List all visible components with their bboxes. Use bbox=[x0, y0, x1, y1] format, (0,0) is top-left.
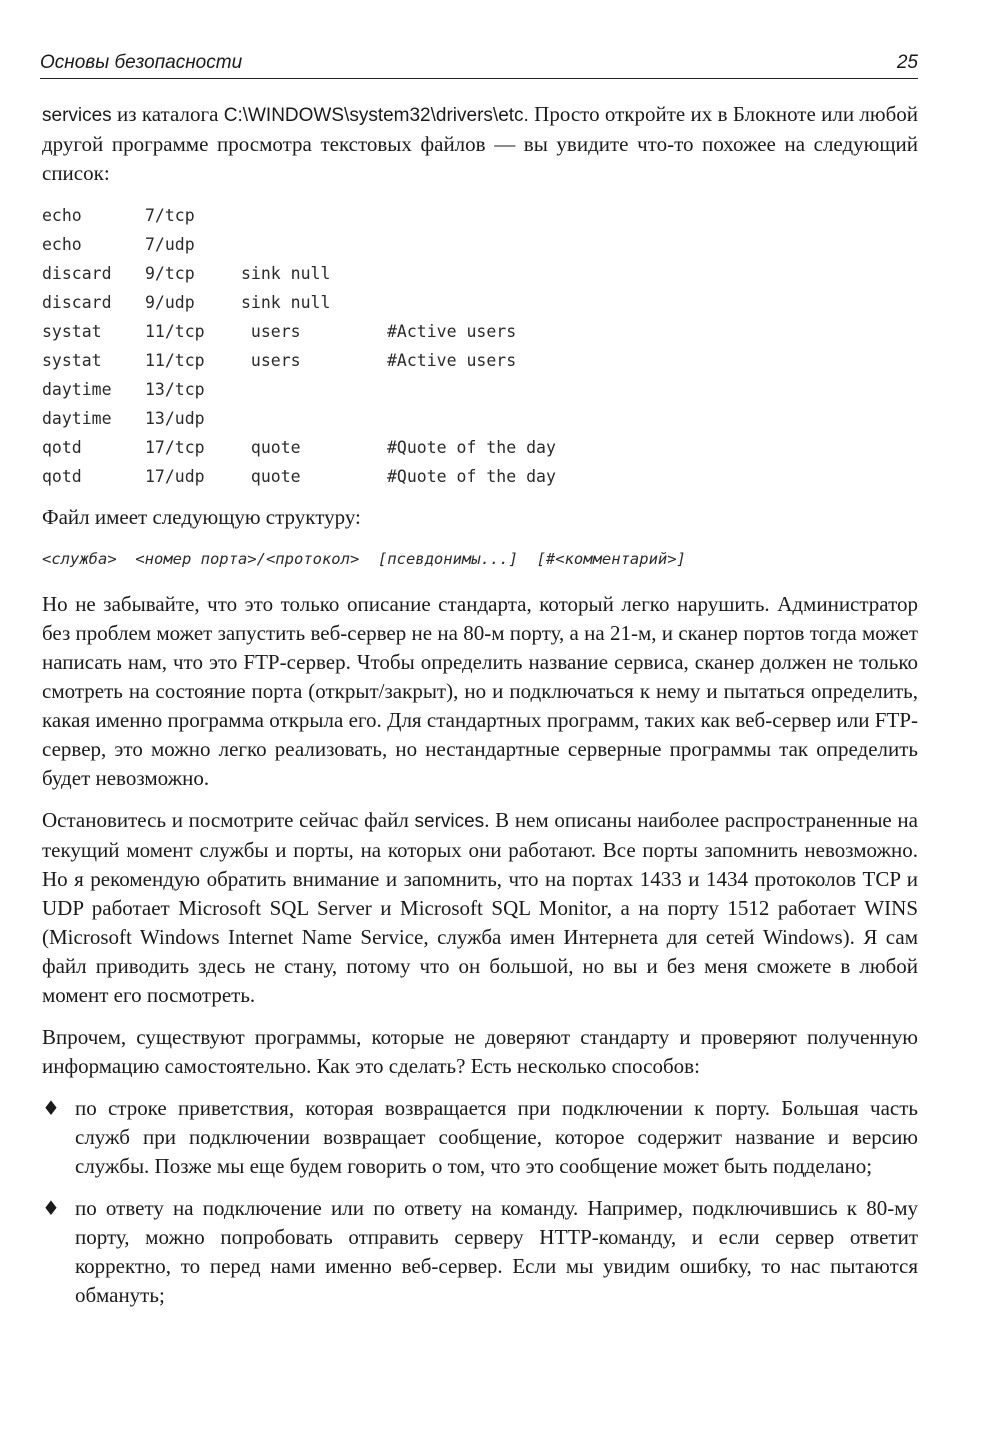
listing-service: discard bbox=[42, 264, 112, 283]
listing-port: 13/tcp bbox=[145, 380, 205, 399]
listing-alias: quote bbox=[241, 438, 301, 457]
list-item bbox=[42, 1194, 918, 1310]
listing-port: 17/tcp bbox=[145, 438, 205, 457]
running-header bbox=[40, 52, 918, 79]
listing-service: qotd bbox=[42, 467, 82, 486]
listing-alias bbox=[241, 375, 387, 404]
diamond-bullet-icon: ♦ bbox=[42, 1096, 60, 1120]
listing-comment bbox=[387, 288, 556, 317]
intro-text-continued: Просто откройте их в Блокноте или любой другой программе просмотра текстовых файлов — вы увидите что-то похожее на следующий список: bbox=[42, 102, 918, 185]
list-item-text: по строке приветствия, которая возвращается при подключении к порту. Большая часть служб при подключении возвращает сообщение, которое содержит название и версию службы. Позже мы еще будем говорить о том, что это сообщение может быть подделано; bbox=[75, 1096, 918, 1178]
listing-row bbox=[42, 375, 556, 404]
listing-port: 9/tcp bbox=[145, 264, 195, 283]
listing-row bbox=[42, 404, 556, 433]
paragraph-text-continued: . В нем описаны наиболее распространенные на текущий момент службы и порты, на которых они работают. Все порты запомнить невозможно. Но я рекомендую обратить внимание и запомнить, что на портах 1433 и 1434 протоколов TCP и UDP работает Microsoft SQL Server и Microsoft SQL Monitor, а на порту 1512 работает WINS (Microsoft Windows Internet Name Service, служба имен Интернета для сетей Windows). Я сам файл приводить здесь не стану, потому что он большой, но вы и без меня сможете в любой момент его посмотреть. bbox=[42, 808, 918, 1007]
paragraph-standard: Но не забывайте, что это только описание стандарта, который легко нарушить. Администратор без проблем может запустить веб-сервер не на 80-м порту, а на 21-м, и сканер портов тогда может написать нам, что это FTP-сервер. Чтобы определить название сервиса, сканер должен не только смотреть на состояние порта (открыт/закрыт), но и подключаться к нему и пытаться определить, какая именно программа открыла его. Для стандартных программ, таких как веб-сервер или FTP-сервер, это можно легко реализовать, но нестандартные серверные программы так определить будет невозможно. bbox=[42, 592, 918, 790]
listing-alias: quote bbox=[241, 467, 301, 486]
listing-port: 7/udp bbox=[145, 235, 195, 254]
listing-comment: #Active users bbox=[387, 351, 517, 370]
file-name: services bbox=[414, 811, 485, 832]
listing-row bbox=[42, 317, 556, 346]
listing-alias bbox=[241, 404, 387, 433]
paragraph-services-file bbox=[42, 806, 918, 1010]
page-body bbox=[42, 100, 918, 1323]
listing-port: 13/udp bbox=[145, 409, 205, 428]
listing-service: echo bbox=[42, 206, 82, 225]
listing-row bbox=[42, 230, 556, 259]
diamond-bullet-icon: ♦ bbox=[42, 1196, 60, 1220]
listing-comment bbox=[387, 375, 556, 404]
listing-row bbox=[42, 259, 556, 288]
intro-text: из каталога bbox=[111, 102, 224, 126]
list-item-text: по ответу на подключение или по ответу на команду. Например, подключившись к 80-му порту, можно попробовать отправить серверу HTTP-команду, и если сервер ответит корректно, то перед нами именно веб-сервер. Если мы увидим ошибку, то нас пытаются обмануть; bbox=[75, 1196, 918, 1307]
listing-port: 17/udp bbox=[145, 467, 205, 486]
directory-path: C:\WINDOWS\system32\drivers\etc. bbox=[223, 105, 529, 126]
listing-port: 11/tcp bbox=[145, 351, 205, 370]
paragraph-text: Остановитесь и посмотрите сейчас файл bbox=[42, 808, 415, 832]
listing-alias: sink null bbox=[241, 264, 331, 283]
listing-comment: #Active users bbox=[387, 322, 517, 341]
page-number: 25 bbox=[896, 52, 918, 73]
paragraph-methods: Впрочем, существуют программы, которые не доверяют стандарту и проверяют полученную информацию самостоятельно. Как это сделать? Есть несколько способов: bbox=[42, 1025, 918, 1078]
listing-comment: #Quote of the day bbox=[387, 467, 556, 486]
services-listing bbox=[42, 201, 556, 491]
listing-row bbox=[42, 462, 556, 491]
listing-alias bbox=[241, 201, 387, 230]
structure-intro: Файл имеет следующую структуру: bbox=[42, 505, 361, 529]
listing-comment bbox=[387, 201, 556, 230]
listing-service: echo bbox=[42, 235, 82, 254]
file-syntax: <служба> <номер порта>/<протокол> [псевдонимы...] [#<комментарий>] bbox=[42, 550, 686, 568]
listing-row bbox=[42, 433, 556, 462]
listing-alias: users bbox=[241, 351, 301, 370]
chapter-title: Основы безопасности bbox=[40, 52, 243, 73]
listing-service: daytime bbox=[42, 409, 112, 428]
listing-port: 11/tcp bbox=[145, 322, 205, 341]
listing-service: systat bbox=[42, 351, 102, 370]
listing-comment bbox=[387, 404, 556, 433]
listing-row bbox=[42, 288, 556, 317]
listing-service: discard bbox=[42, 293, 112, 312]
methods-list bbox=[42, 1094, 918, 1310]
listing-alias bbox=[241, 230, 387, 259]
intro-paragraph bbox=[42, 100, 918, 188]
listing-port: 7/tcp bbox=[145, 206, 195, 225]
listing-comment bbox=[387, 259, 556, 288]
listing-service: qotd bbox=[42, 438, 82, 457]
file-name: services bbox=[42, 105, 112, 126]
listing-comment bbox=[387, 230, 556, 259]
listing-alias: users bbox=[241, 322, 301, 341]
listing-row bbox=[42, 201, 556, 230]
listing-service: daytime bbox=[42, 380, 112, 399]
listing-port: 9/udp bbox=[145, 293, 195, 312]
listing-alias: sink null bbox=[241, 293, 331, 312]
listing-comment: #Quote of the day bbox=[387, 438, 556, 457]
listing-service: systat bbox=[42, 322, 102, 341]
listing-row bbox=[42, 346, 556, 375]
list-item bbox=[42, 1094, 918, 1181]
